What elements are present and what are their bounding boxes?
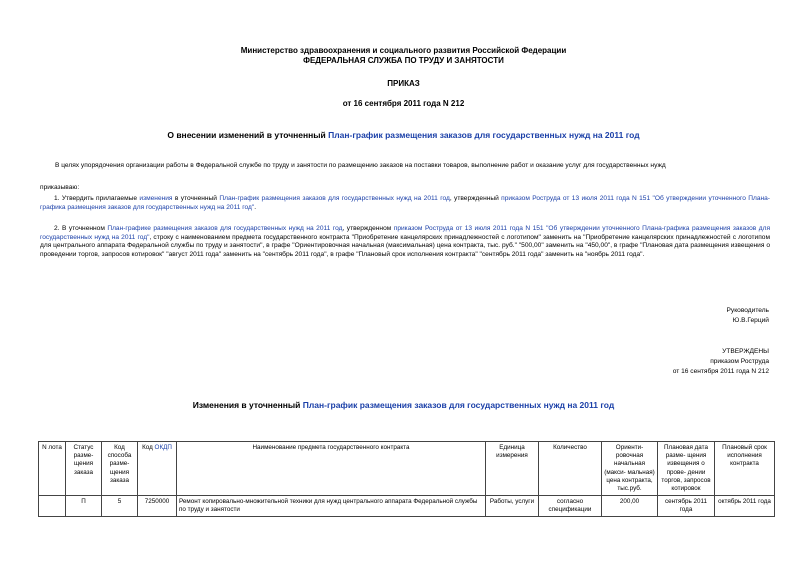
col-price: Ориенти- ровочная начальная (макси- мальная) цена контракта, тыс.руб. [602, 442, 658, 496]
approval-line-3: от 16 сентября 2011 года N 212 [672, 368, 769, 375]
changes-title [0, 400, 807, 411]
approval-line-1: УТВЕРЖДЕНЫ [722, 348, 769, 355]
changes-title-prefix: Изменения в уточненный [192, 400, 303, 410]
col-date: Плановая дата разме- щения извещения о прове- дении торгов, запросов котировок [658, 442, 715, 496]
item1-link-order-151[interactable]: приказом Роструда от 13 июля 2011 года N 151 "Об утверждении уточненного Плана-графика размещения заказов для государственных нужд на 2011 год" [40, 195, 770, 211]
cell-term: октябрь 2011 года [715, 496, 775, 517]
doc-title [0, 130, 807, 141]
item1-link-changes[interactable]: изменения [139, 195, 173, 202]
item2-text-3: , строку с наименованием предмета государственного контракта "Приобретение канцелярских принадлежностей с логотипом" заменить на "Приобретение канцелярских принадлежностей с логотипом для центрального аппарата Федеральной службы по труду и занятости", в графе "Ориентировочная начальная (максимальная) цена контракта, тыс. руб." "500,00" заменить на "450,00", в графе "Плановая дата размещения извещения о проведении торгов, запросов котировок" "август 2011 года" заменить на "сентябрь 2011 года", в графе "Плановый срок исполнения контракта" "сентябрь 2011 года" заменить на "ноябрь 2011 года". [40, 233, 770, 258]
col-term: Плановый срок исполнения контракта [715, 442, 775, 496]
item1-text-1: 1. Утвердить прилагаемые [54, 195, 140, 202]
cell-qty: согласно спецификации [539, 496, 602, 517]
col-okdp [138, 442, 177, 496]
okdp-link[interactable]: ОКДП [154, 444, 172, 451]
item2-link-plan[interactable]: План-графике размещения заказов для государственных нужд на 2011 год [107, 225, 343, 232]
col-name: Наименование предмета государственного контракта [177, 442, 486, 496]
col-status: Статус разме- щения заказа [66, 442, 102, 496]
item1-link-plan[interactable]: План-график размещения заказов для государственных нужд на 2011 год [219, 195, 450, 202]
cell-method: 5 [102, 496, 138, 517]
preamble: В целях упорядочения организации работы в Федеральной службе по труду и занятости по размещению заказов на поставки товаров, выполнение работ и оказание услуг для государственных нужд [55, 162, 666, 169]
item2-text-1: 2. В уточненном [54, 225, 108, 232]
doc-title-prefix: О внесении изменений в уточненный [167, 130, 329, 140]
cell-price: 200,00 [602, 496, 658, 517]
ministry-name: Министерство здравоохранения и социального развития Российской Федерации [240, 46, 567, 55]
doc-title-link[interactable]: План-график размещения заказов для государственных нужд на 2011 год [328, 130, 640, 140]
approval-line-2: приказом Роструда [710, 358, 769, 365]
col-method: Код способа разме- щения заказа [102, 442, 138, 496]
col-qty: Количество [539, 442, 602, 496]
order-item-2 [40, 225, 770, 259]
order-word: приказываю: [40, 184, 80, 191]
item1-text-3: , утвержденный [449, 195, 502, 202]
item2-link-order-151[interactable]: приказом Роструда от 13 июля 2011 года N 151 "Об утверждении уточненного Плана-графика размещения заказов для государственных нужд на 2011 год" [40, 225, 771, 241]
col-unit: Единица измерения [486, 442, 539, 496]
item1-text-2: в уточненный [172, 195, 220, 202]
col-lot: N лота [39, 442, 66, 496]
signature-role: Руководитель [726, 307, 769, 314]
changes-title-link[interactable]: План-график размещения заказов для государственных нужд на 2011 год [302, 400, 615, 410]
table-row [39, 496, 775, 517]
col-okdp-prefix: Код [142, 444, 155, 451]
item2-text-2: , утвержденном [342, 225, 394, 232]
order-item-1 [40, 195, 770, 212]
cell-unit: Работы, услуги [486, 496, 539, 517]
cell-okdp: 7250000 [138, 496, 177, 517]
table-header-row [39, 442, 775, 496]
cell-date: сентябрь 2011 года [658, 496, 715, 517]
doc-date-number: от 16 сентября 2011 года N 212 [342, 99, 465, 108]
changes-table [38, 441, 775, 517]
cell-status: П [66, 496, 102, 517]
cell-name: Ремонт копировально-множительной техники для нужд центрального аппарата Федеральной службы по труду и занятости [177, 496, 486, 517]
doc-type: ПРИКАЗ [387, 79, 420, 88]
service-name: ФЕДЕРАЛЬНАЯ СЛУЖБА ПО ТРУДУ И ЗАНЯТОСТИ [303, 56, 504, 65]
item1-text-4: . [254, 203, 257, 211]
cell-lot [39, 496, 66, 517]
signature-name: Ю.В.Герций [732, 317, 769, 324]
